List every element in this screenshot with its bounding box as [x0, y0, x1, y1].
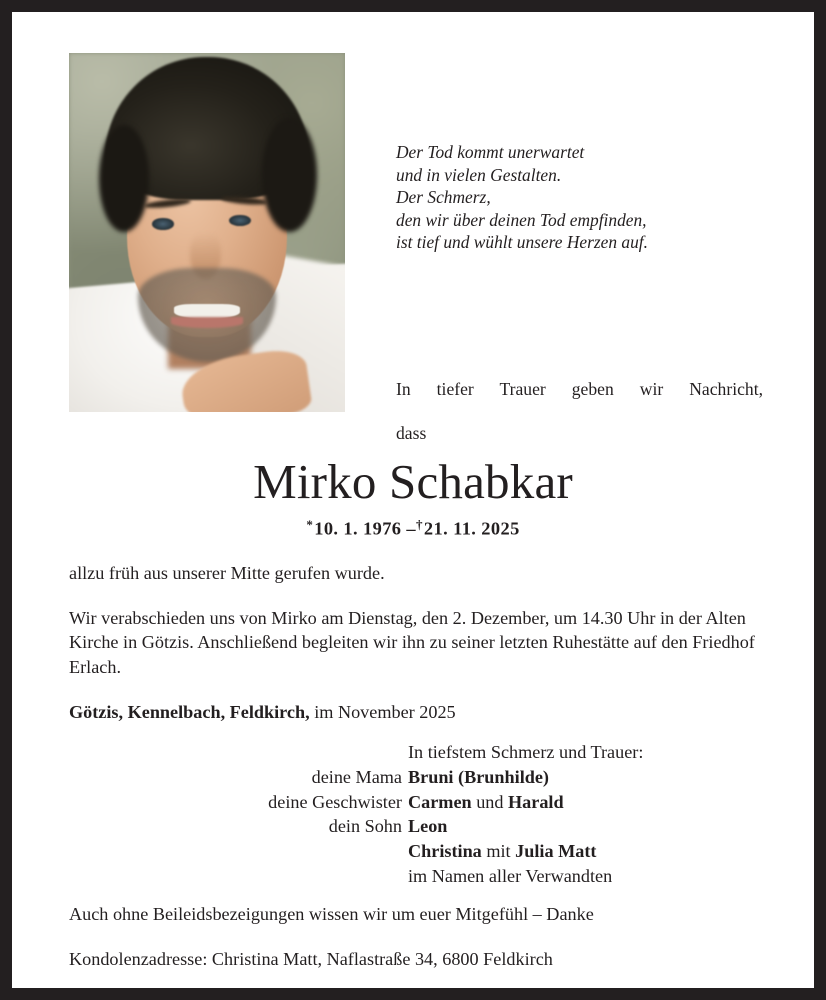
birth-symbol: *	[306, 517, 314, 532]
mourner-relation: deine Geschwister	[268, 791, 402, 812]
mourner-row	[69, 814, 759, 839]
memorial-poem	[396, 141, 736, 254]
thanks-note: Auch ohne Beileidsbezeigungen wissen wir um euer Mitgefühl – Danke	[69, 904, 594, 924]
photo-hair-left	[99, 125, 149, 233]
notice-date: im November 2025	[309, 702, 456, 723]
photo-eye-right	[229, 215, 251, 226]
mourners-closing: im Namen aller Verwandten	[408, 865, 613, 886]
funeral-details: Wir verabschieden uns von Mirko am Dienstag, den 2. Dezember, um 14.30 Uhr in der Alten Kirche in Götzis. Anschließend begleiten wir ihn zu seiner letzten Ruhestätte auf den Friedhof Erlach.	[69, 607, 755, 677]
mourner-name: Carmen	[408, 791, 472, 812]
mourner-names	[408, 814, 759, 839]
obituary-card	[12, 12, 814, 988]
mourner-row	[69, 765, 759, 790]
mourner-name: Leon	[408, 816, 448, 837]
mourner-name: Christina	[408, 841, 482, 862]
portrait-photo	[69, 53, 345, 412]
poem-line: Der Tod kommt unerwartet	[396, 142, 585, 162]
mourner-names	[408, 765, 759, 790]
photo-eye-left	[152, 218, 174, 229]
announcement-body	[69, 561, 759, 725]
mourners-heading-row	[69, 740, 759, 765]
mourner-relation	[69, 839, 408, 864]
mourners-closing-spacer	[69, 864, 408, 889]
announcement-intro	[396, 378, 763, 444]
mourner-name: Harald	[508, 791, 564, 812]
death-symbol: †	[416, 517, 423, 532]
mourner-row	[69, 839, 759, 864]
mourner-names	[408, 839, 759, 864]
mourners-closing-row	[69, 864, 759, 889]
poem-line: den wir über deinen Tod empfinden,	[396, 209, 647, 230]
poem-line: Der Schmerz,	[396, 187, 491, 208]
mourner-relation: deine Mama	[311, 766, 402, 787]
condolence-address: Kondolenzadresse: Christina Matt, Naflastraße 34, 6800 Feldkirch	[69, 949, 553, 969]
places-and-date	[69, 700, 759, 725]
date-separator: –	[406, 518, 417, 539]
mourner-joiner: mit	[481, 841, 516, 862]
poem-line: und in vielen Gestalten.	[396, 164, 562, 185]
places: Götzis, Kennelbach, Feldkirch,	[69, 702, 310, 723]
life-dates	[12, 517, 814, 539]
mourner-names	[408, 790, 759, 815]
deceased-name: Mirko Schabkar	[253, 454, 573, 509]
mourner-row	[69, 790, 759, 815]
body-line-after-name: allzu früh aus unserer Mitte gerufen wurde.	[69, 563, 385, 583]
intro-line-1: In tiefer Trauer geben wir Nachricht,	[396, 379, 763, 399]
mourner-name: Bruni (Brunhilde)	[408, 766, 549, 787]
mourner-joiner: und	[471, 791, 509, 812]
intro-line-2: dass	[396, 423, 427, 443]
birth-date: 10. 1. 1976	[314, 518, 402, 539]
mourners-heading-spacer	[69, 740, 408, 765]
mourners-list	[69, 740, 759, 889]
photo-lower-lip	[171, 317, 243, 328]
poem-line: ist tief und wühlt unsere Herzen auf.	[396, 232, 648, 253]
mourners-heading: In tiefstem Schmerz und Trauer:	[408, 742, 644, 762]
mourner-name: Julia Matt	[515, 841, 597, 862]
death-date: 21. 11. 2025	[423, 518, 520, 539]
mourner-relation: dein Sohn	[328, 816, 402, 837]
